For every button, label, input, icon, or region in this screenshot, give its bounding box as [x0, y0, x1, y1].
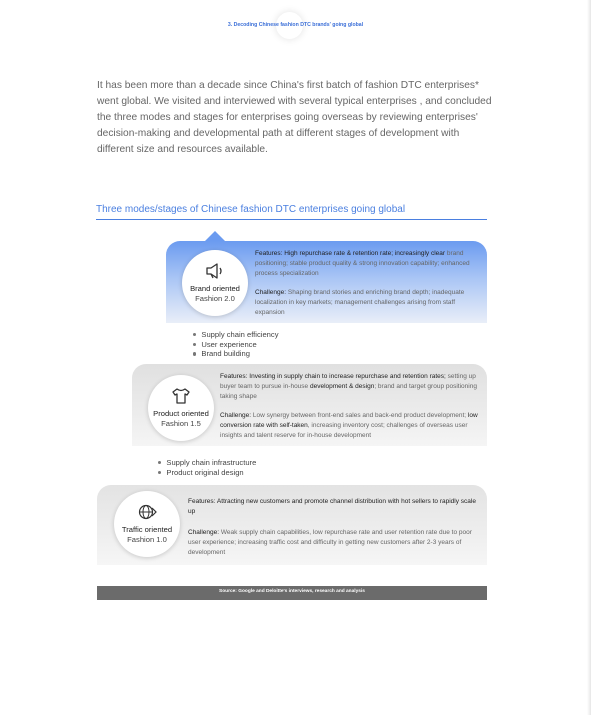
stage-circle-brand: [182, 250, 248, 316]
stage-name-traffic: Traffic oriented: [121, 525, 173, 534]
source-bar: [97, 586, 487, 600]
product-features-bold: development & design: [309, 383, 375, 390]
traffic-features-label: Features:: [188, 498, 216, 505]
product-challenge-text-2: , increasing inventory cost; challenges of overseas user insights and talent reserve for in-house development: [220, 422, 468, 439]
stage-version-brand: Fashion 2.0: [195, 294, 235, 303]
megaphone-icon: [204, 261, 226, 281]
product-features-rest-1: setting up buyer team to pursue in-house: [220, 373, 476, 390]
page-edge-shadow: [587, 0, 591, 715]
traffic-challenge-text: Weak supply chain capabilities, low repurchase rate and user retention rate due to poor user experience; increasing traffic cost and difficulty in getting new customers after 2-3 years of development: [188, 529, 472, 556]
product-challenge: [220, 411, 484, 441]
stage-version-traffic: Fashion 1.0: [127, 535, 167, 544]
product-challenge-bold: low conversion rate with self-taken: [220, 412, 478, 429]
stage-version-product: Fashion 1.5: [161, 419, 201, 428]
product-features-rest-2: ; brand and target group positioning taking shape: [220, 383, 477, 400]
list-item: Supply chain efficiency: [193, 330, 279, 340]
transition-bullets-upper: [193, 330, 279, 359]
list-item: Brand building: [193, 349, 279, 359]
traffic-challenge: [188, 528, 480, 558]
brand-features-highlight: High repurchase rate & retention rate; increasingly clear: [284, 250, 446, 257]
list-item: User experience: [193, 340, 279, 350]
stage-circle-product: [148, 375, 214, 441]
stage-name-brand: Brand oriented: [190, 284, 240, 293]
header-title: 3. Decoding Chinese fashion DTC brands' going global: [227, 22, 364, 28]
brand-challenge-label: Challenge:: [255, 289, 287, 296]
section-title: Three modes/stages of Chinese fashion DTC enterprises going global: [96, 204, 406, 215]
page-header: [0, 10, 591, 40]
product-challenge-label: Challenge:: [220, 412, 252, 419]
product-features-highlight: Investing in supply chain to increase repurchase and retention rates;: [249, 373, 446, 380]
list-item: Product original design: [158, 468, 256, 478]
traffic-features-highlight: Attracting new customers and promote channel distribution with hot sellers to rapidly scale up: [188, 498, 476, 515]
product-features-label: Features:: [220, 373, 248, 380]
traffic-challenge-label: Challenge:: [188, 529, 220, 536]
transition-bullets-lower: [158, 458, 256, 477]
brand-challenge-text: Shaping brand stories and enriching brand depth; inadequate localization in key markets; management challenges arising from staff expansion: [255, 289, 465, 316]
brand-features: [255, 249, 483, 279]
product-features: [220, 372, 482, 402]
stage-name-product: Product oriented: [153, 409, 209, 418]
traffic-features: [188, 497, 480, 517]
source-text: Source: Google and Deloitte's interviews, research and analysis: [219, 589, 365, 594]
intro-paragraph: It has been more than a decade since China's first batch of fashion DTC enterprises* went global. We visited and interviewed with several typical enterprises , and concluded the three modes and stages for enterprises going overseas by reviewing enterprises' decision-making and developmental path at different stages of development with different size and resources available.: [97, 80, 492, 155]
section-divider: [96, 219, 487, 220]
product-challenge-text-1: Low synergy between front-end sales and back-end product development;: [252, 412, 467, 419]
brand-features-label: Features:: [255, 250, 283, 257]
brand-challenge: [255, 288, 480, 318]
brand-features-rest: brand positioning; stable product quality & strong innovation capability; enhanced process specialization: [255, 250, 470, 277]
globe-arrows-icon: [136, 502, 158, 522]
stage-circle-traffic: [114, 491, 180, 557]
list-item: Supply chain infrastructure: [158, 458, 256, 468]
tshirt-icon: [170, 386, 192, 406]
